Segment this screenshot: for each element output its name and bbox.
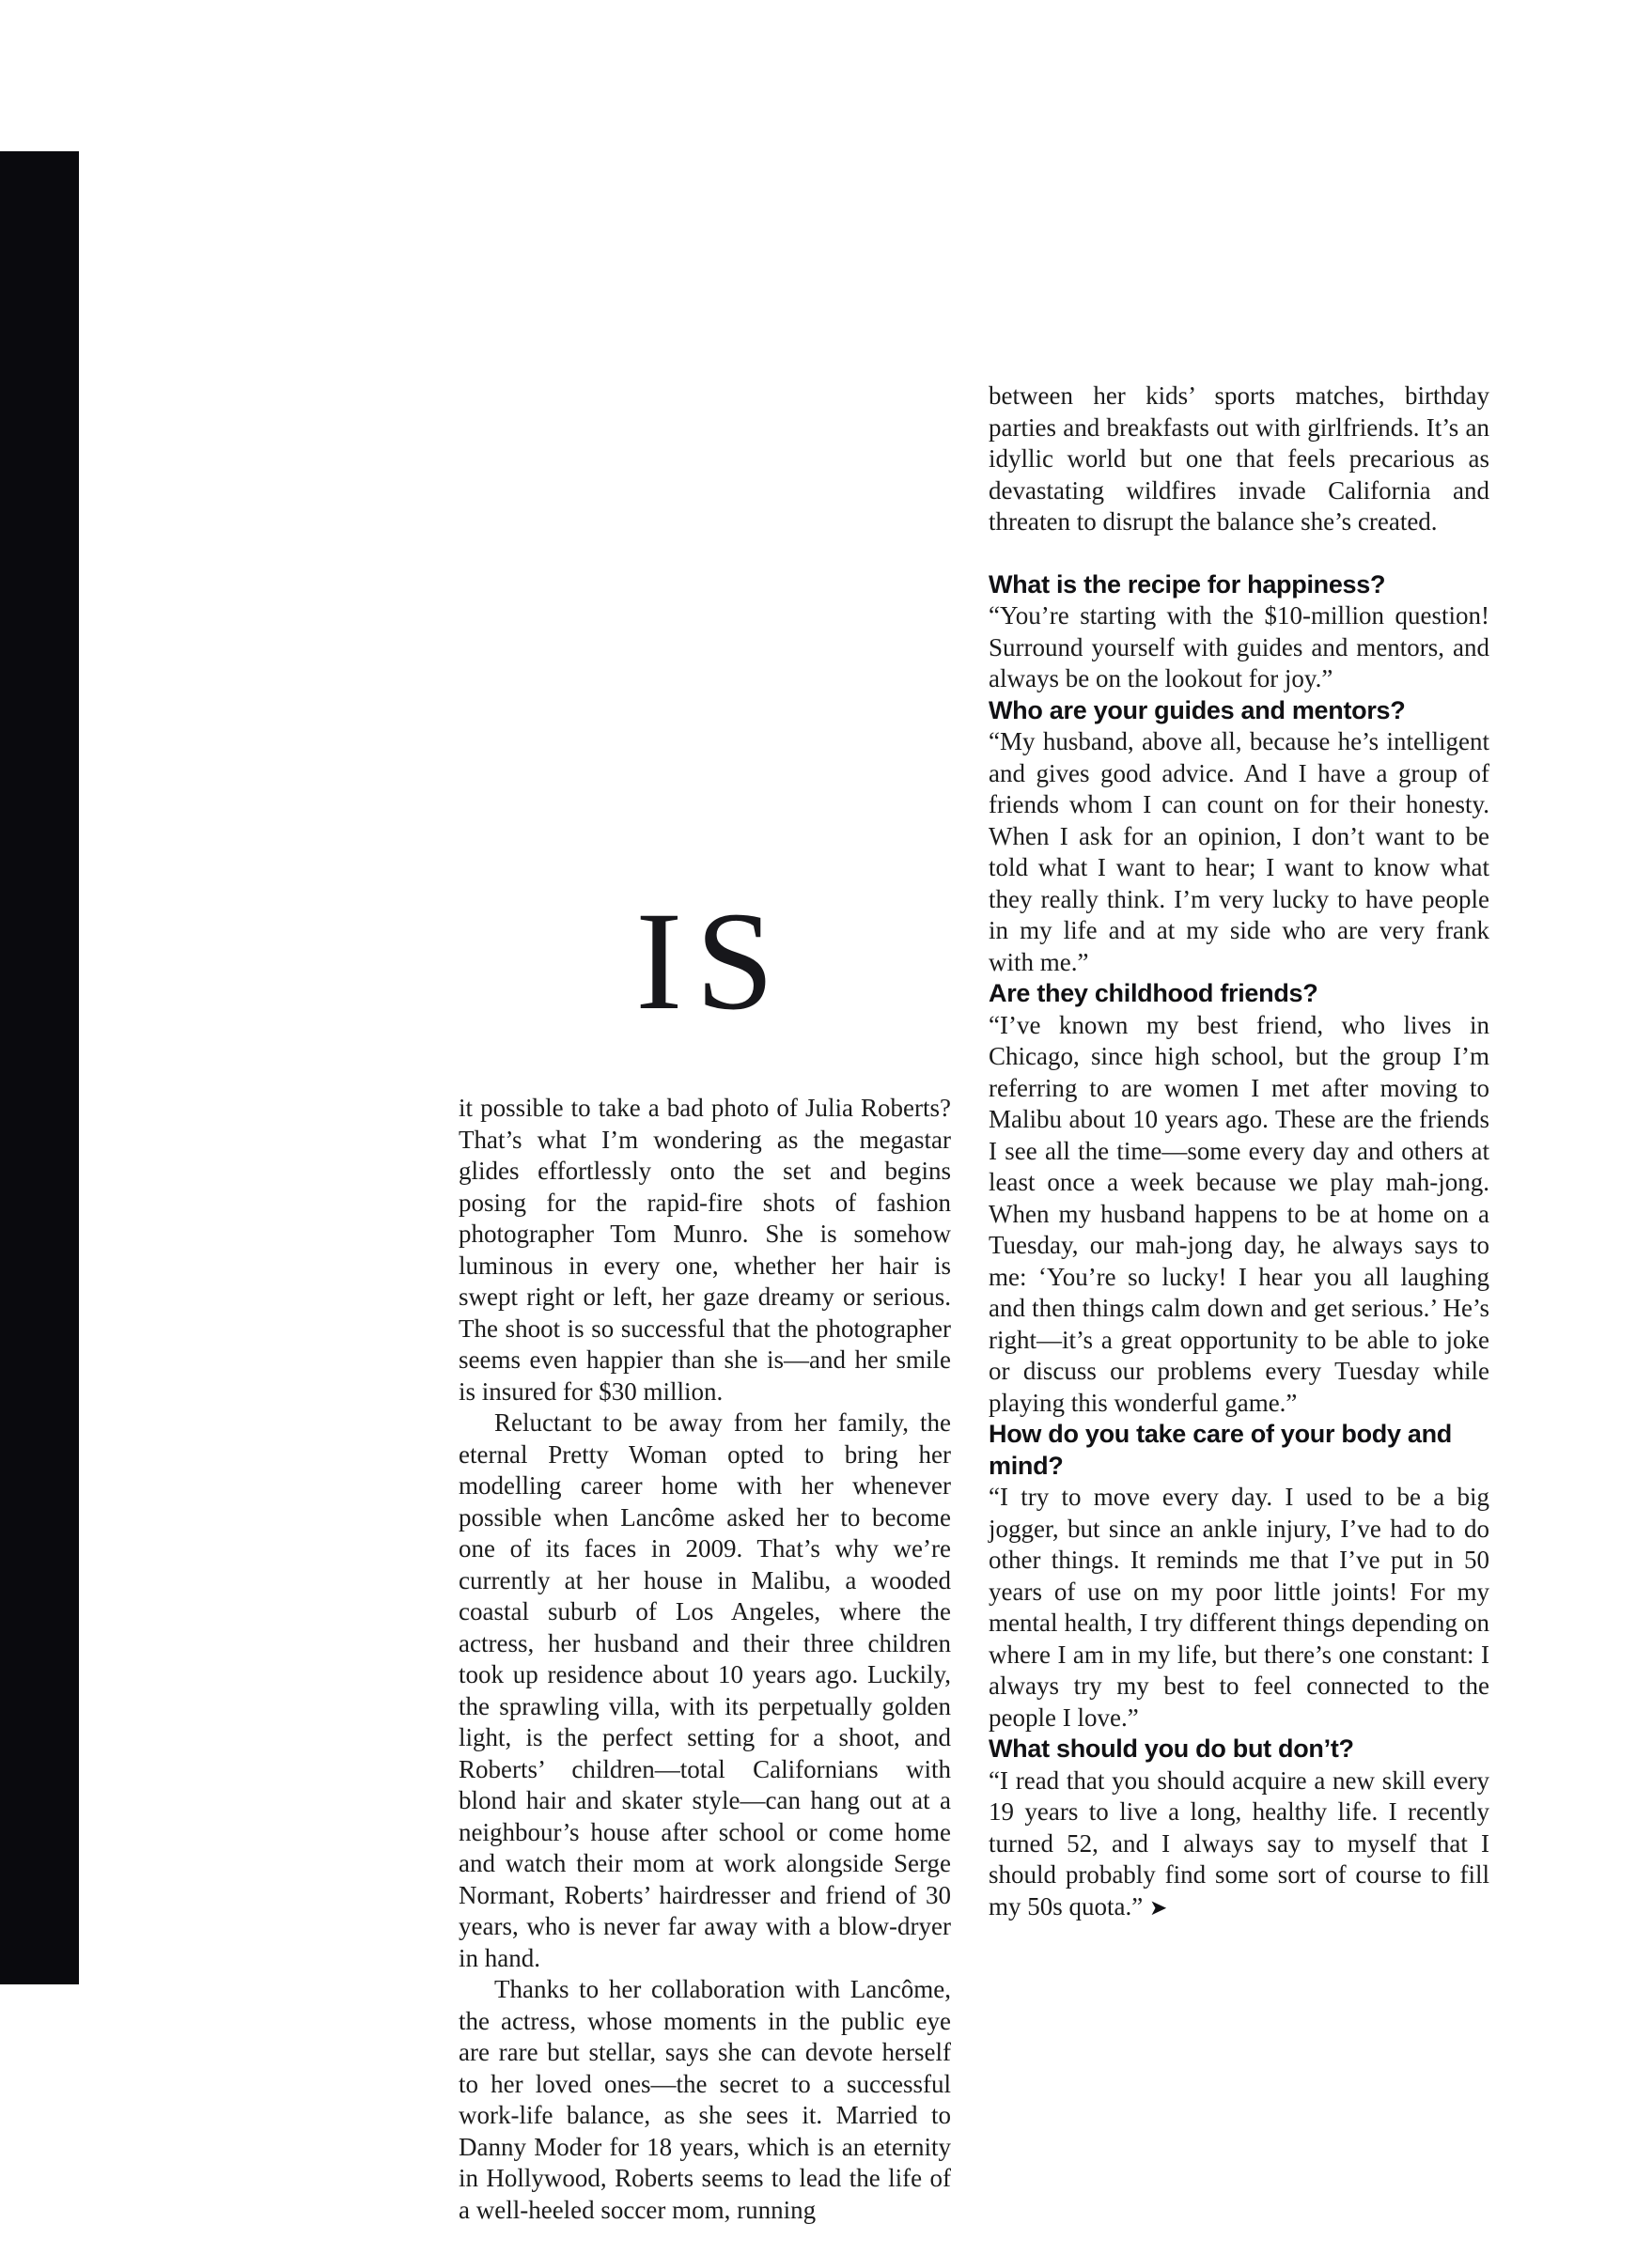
- interview-answer-text: “I read that you should acquire a new skill every 19 years to live a long, healthy life. I recently turned 52, and I always say to myself that I should probably find some sort of course to fill my 50s quota.”: [989, 1765, 1489, 1921]
- article-paragraph: between her kids’ sports matches, birthday parties and breakfasts out with girlfriends. It’s an idyllic world but one that feels precarious as devastating wildfires invade California and threaten to disrupt the balance she’s created.: [989, 381, 1489, 536]
- interview-question: How do you take care of your body and mind?: [989, 1420, 1452, 1480]
- article-paragraph: it possible to take a bad photo of Julia Roberts? That’s what I’m wondering as the megastar glides effortlessly onto the set and begins posing for the rapid-fire shots of fashion photographer Tom Munro. She is somehow luminous in every one, whether her hair is swept right or left, her gaze dreamy or serious. The shoot is so successful that the photographer seems even happier than she is—and her smile is insured for $30 million.: [459, 1094, 951, 1406]
- headline-dropcap: IS: [635, 883, 787, 1039]
- interview-answer: “I’ve known my best friend, who lives in Chicago, since high school, but the group I’m referring to are women I met after moving to Malibu about 10 years ago. These are the friends I see all the time—some every day and others at least once a week because we play mah-jong. When my husband happens to be at home on a Tuesday, our mah-jong day, he always says to me: ‘You’re so lucky! I hear you all laughing and then things calm down and get serious.’ He’s right—it’s a great opportunity to be able to joke or discuss our problems every Tuesday while playing this wonderful game.”: [989, 1010, 1489, 1417]
- interview-question: What should you do but don’t?: [989, 1734, 1354, 1763]
- interview-answer: “My husband, above all, because he’s intelligent and gives good advice. And I have a group of friends whom I can count on for their honesty. When I ask for an opinion, I don’t want to be told what I want to hear; I want to know what they really think. I’m very lucky to have people in my life and at my side who are very frank with me.”: [989, 727, 1489, 976]
- article-paragraph: Reluctant to be away from her family, the eternal Pretty Woman opted to bring her modelling career home with her whenever possible when Lancôme asked her to become one of its faces in 2009. That’s why we’re currently at her house in Malibu, a wooded coastal suburb of Los Angeles, where the actress, her husband and their three children took up residence about 10 years ago. Luckily, the sprawling villa, with its perpetually golden light, is the perfect setting for a shoot, and Roberts’ children—total Californians with blond hair and skater style—can hang out at a neighbour’s house after school or come home and watch their mom at work alongside Serge Normant, Roberts’ hairdresser and friend of 30 years, who is never far away with a blow-dryer in hand.: [459, 1408, 951, 1972]
- interview-answer: “I try to move every day. I used to be a big jogger, but since an ankle injury, I’ve had to do other things. It reminds me that I’ve put in 50 years of use on my poor little joints! For my mental health, I try different things depending on where I am in my life, but there’s one constant: I always try my best to feel connected to the people I love.”: [989, 1483, 1489, 1732]
- interview-answer: “You’re starting with the $10-million question! Surround yourself with guides and mentors, and always be on the lookout for joy.”: [989, 601, 1489, 692]
- interview-answer: [989, 1765, 1489, 1925]
- interview-question: Who are your guides and mentors?: [989, 695, 1406, 724]
- right-column: [989, 381, 1489, 1924]
- left-column: [459, 1093, 951, 2226]
- left-edge-black-band: [0, 151, 79, 1984]
- article-paragraph: Thanks to her collaboration with Lancôme, the actress, whose moments in the public eye are rare but stellar, says she can devote herself to her loved ones—the secret to a successful work-life balance, as she sees it. Married to Danny Moder for 18 years, which is an eternity in Hollywood, Roberts seems to lead the life of a well-heeled soccer mom, running: [459, 1975, 951, 2224]
- continuation-arrow-icon: ➤: [1148, 1895, 1168, 1921]
- interview-question: What is the recipe for happiness?: [989, 569, 1386, 599]
- interview-question: Are they childhood friends?: [989, 979, 1318, 1007]
